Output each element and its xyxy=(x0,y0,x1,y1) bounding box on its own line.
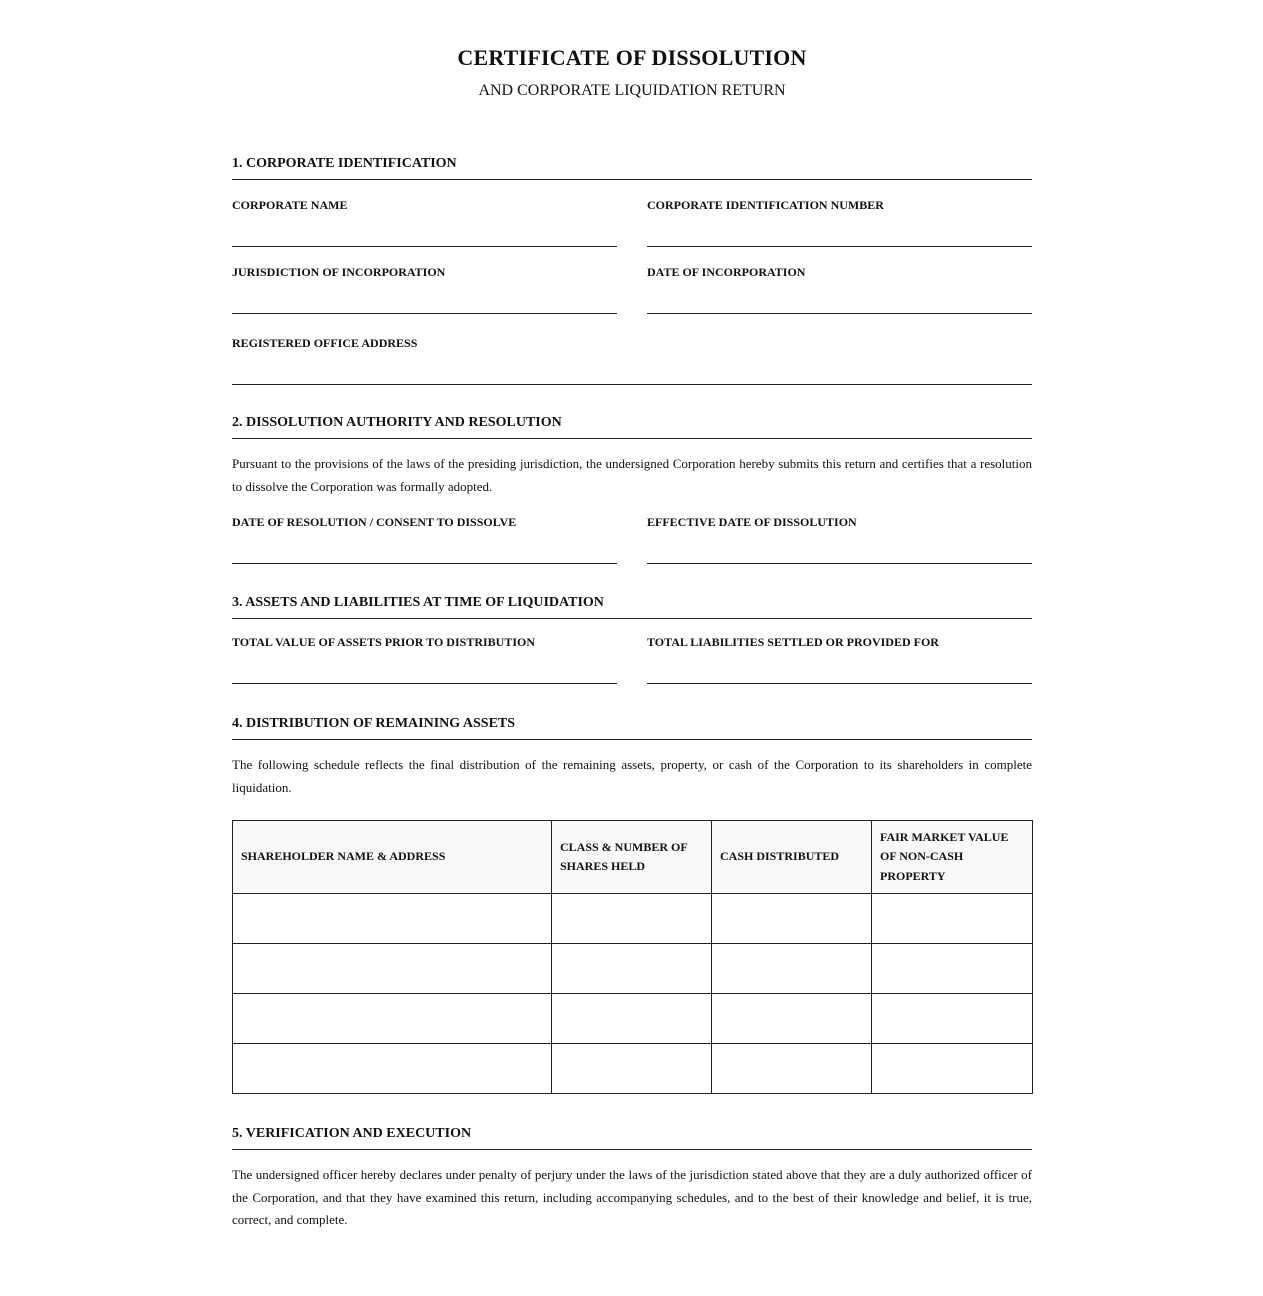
table-row xyxy=(233,944,1033,994)
table-cell[interactable] xyxy=(712,894,872,944)
table-header-row xyxy=(233,821,1033,894)
date-of-resolution-label: DATE OF RESOLUTION / CONSENT TO DISSOLVE xyxy=(232,515,517,529)
row-name-id xyxy=(232,197,1032,247)
section-corporate-identification xyxy=(232,155,1032,385)
corporate-id-number-label: CORPORATE IDENTIFICATION NUMBER xyxy=(647,198,884,212)
total-assets-label: TOTAL VALUE OF ASSETS PRIOR TO DISTRIBUTION xyxy=(232,635,535,649)
section-2-heading: 2. DISSOLUTION AUTHORITY AND RESOLUTION xyxy=(232,414,1032,439)
table-cell[interactable] xyxy=(872,894,1033,944)
col-cash-distributed: CASH DISTRIBUTED xyxy=(712,821,872,894)
registered-office-line[interactable] xyxy=(232,351,1032,385)
table-cell[interactable] xyxy=(233,894,552,944)
document-title: CERTIFICATE OF DISSOLUTION xyxy=(457,45,807,70)
effective-date-field[interactable] xyxy=(647,514,1032,564)
row-assets-liabilities xyxy=(232,634,1032,684)
section-5-heading: 5. VERIFICATION AND EXECUTION xyxy=(232,1125,1032,1150)
date-of-resolution-field[interactable] xyxy=(232,514,617,564)
registered-office-label: REGISTERED OFFICE ADDRESS xyxy=(232,336,418,350)
total-liabilities-line[interactable] xyxy=(647,650,1032,684)
effective-date-label: EFFECTIVE DATE OF DISSOLUTION xyxy=(647,515,857,529)
table-cell[interactable] xyxy=(872,944,1033,994)
effective-date-line[interactable] xyxy=(647,530,1032,564)
total-liabilities-label: TOTAL LIABILITIES SETTLED OR PROVIDED FOR xyxy=(647,635,939,649)
col-class-shares: CLASS & NUMBER OF SHARES HELD xyxy=(552,821,712,894)
section-3-heading: 3. ASSETS AND LIABILITIES AT TIME OF LIQUIDATION xyxy=(232,594,1032,619)
corporate-name-line[interactable] xyxy=(232,213,617,247)
table-cell[interactable] xyxy=(552,994,712,1044)
date-of-resolution-line[interactable] xyxy=(232,530,617,564)
distribution-table xyxy=(232,820,1033,1094)
section-verification xyxy=(232,1125,1032,1232)
total-liabilities-field[interactable] xyxy=(647,634,1032,684)
date-of-incorporation-label: DATE OF INCORPORATION xyxy=(647,265,806,279)
corporate-name-field[interactable] xyxy=(232,197,617,247)
section-assets-liabilities xyxy=(232,594,1032,684)
corporate-id-number-field[interactable] xyxy=(647,197,1032,247)
table-cell[interactable] xyxy=(233,994,552,1044)
table-cell[interactable] xyxy=(872,1044,1033,1094)
total-assets-line[interactable] xyxy=(232,650,617,684)
table-cell[interactable] xyxy=(552,894,712,944)
jurisdiction-line[interactable] xyxy=(232,280,617,314)
corporate-name-label: CORPORATE NAME xyxy=(232,198,348,212)
total-assets-field[interactable] xyxy=(232,634,617,684)
distribution-paragraph: The following schedule reflects the final distribution of the remaining assets, property, or cash of the Corporation to its shareholders in complete liquidation. xyxy=(232,757,1032,795)
col-shareholder-name: SHAREHOLDER NAME & ADDRESS xyxy=(233,821,552,894)
section-dissolution-authority xyxy=(232,414,1032,564)
row-jurisdiction-date xyxy=(232,264,1032,314)
resolution-paragraph: Pursuant to the provisions of the laws of the presiding jurisdiction, the undersigned Corporation hereby submits this return and certifies that a resolution to dissolve the Corporation was formally adopted. xyxy=(232,456,1032,494)
verification-paragraph: The undersigned officer hereby declares under penalty of perjury under the laws of the jurisdiction stated above that they are a duly authorized officer of the Corporation, and that they have examined this return, including accompanying schedules, and to the best of their knowledge and belief, it is true, correct, and complete. xyxy=(232,1167,1032,1227)
document-subtitle: AND CORPORATE LIQUIDATION RETURN xyxy=(478,82,786,99)
table-row xyxy=(233,894,1033,944)
table-cell[interactable] xyxy=(872,994,1033,1044)
date-of-incorporation-line[interactable] xyxy=(647,280,1032,314)
table-cell[interactable] xyxy=(552,944,712,994)
section-distribution xyxy=(232,715,1032,1094)
table-cell[interactable] xyxy=(712,1044,872,1094)
table-cell[interactable] xyxy=(233,944,552,994)
col-fair-market-value: FAIR MARKET VALUE OF NON-CASH PROPERTY xyxy=(872,821,1033,894)
certificate-page xyxy=(232,0,1032,1232)
row-resolution-dates xyxy=(232,514,1032,564)
corporate-id-number-line[interactable] xyxy=(647,213,1032,247)
jurisdiction-field[interactable] xyxy=(232,264,617,314)
registered-office-field[interactable] xyxy=(232,335,1032,385)
table-row xyxy=(233,1044,1033,1094)
date-of-incorporation-field[interactable] xyxy=(647,264,1032,314)
table-cell[interactable] xyxy=(712,994,872,1044)
section-1-heading: 1. CORPORATE IDENTIFICATION xyxy=(232,155,1032,180)
table-cell[interactable] xyxy=(552,1044,712,1094)
section-4-heading: 4. DISTRIBUTION OF REMAINING ASSETS xyxy=(232,715,1032,740)
table-cell[interactable] xyxy=(233,1044,552,1094)
table-row xyxy=(233,994,1033,1044)
table-cell[interactable] xyxy=(712,944,872,994)
jurisdiction-label: JURISDICTION OF INCORPORATION xyxy=(232,265,446,279)
